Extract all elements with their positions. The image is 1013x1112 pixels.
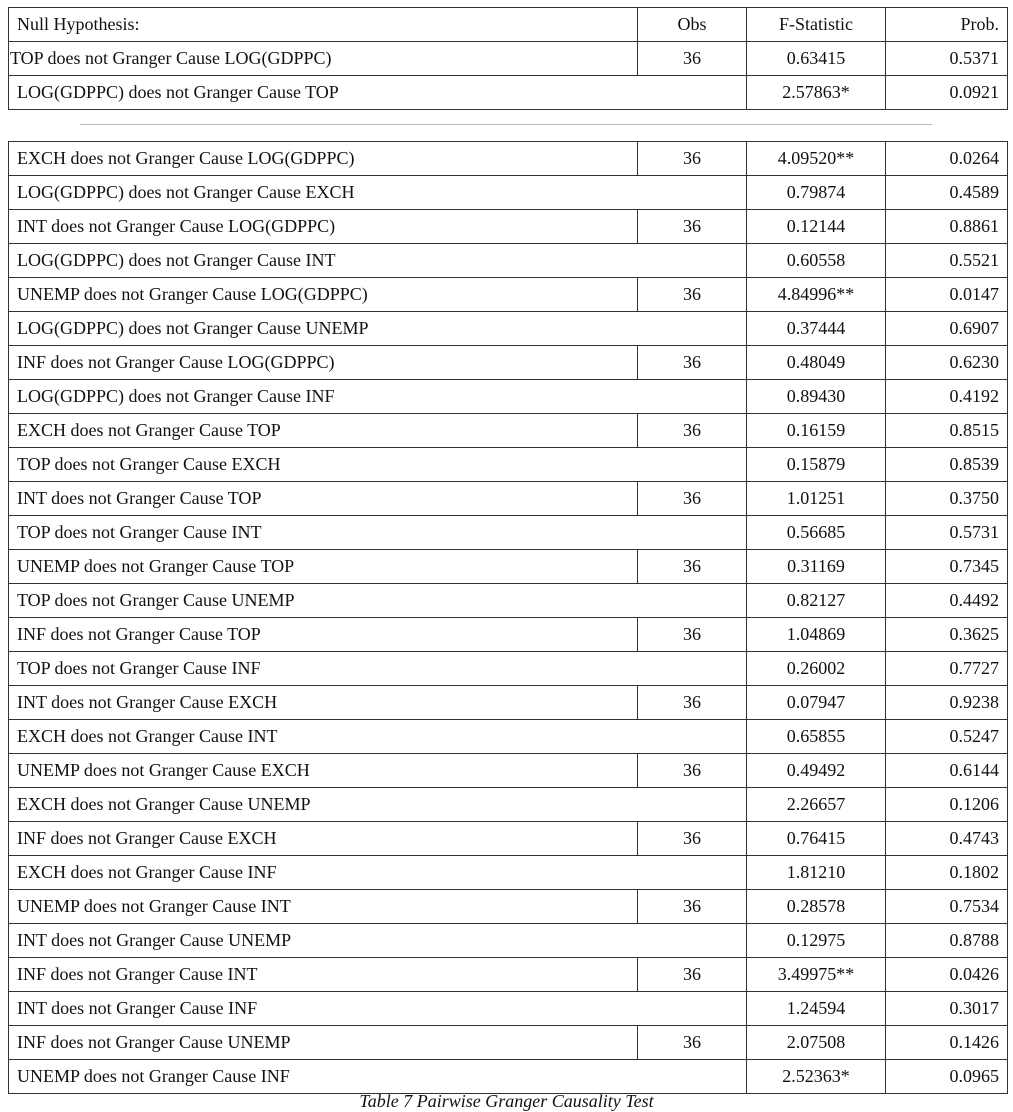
table-row xyxy=(9,720,1008,754)
table-row xyxy=(9,312,1008,346)
prob-cell: 0.6230 xyxy=(886,346,1008,380)
obs-cell xyxy=(638,584,747,618)
f-statistic-cell: 0.15879 xyxy=(747,448,886,482)
table-row xyxy=(9,550,1008,584)
hypothesis-cell: INF does not Granger Cause INT xyxy=(9,958,638,992)
obs-cell: 36 xyxy=(638,278,747,312)
obs-cell: 36 xyxy=(638,754,747,788)
f-statistic-cell: 1.24594 xyxy=(747,992,886,1026)
prob-cell: 0.4192 xyxy=(886,380,1008,414)
table-row xyxy=(9,482,1008,516)
table-row xyxy=(9,516,1008,550)
f-statistic-cell: 1.81210 xyxy=(747,856,886,890)
obs-cell: 36 xyxy=(638,822,747,856)
f-statistic-cell: 4.84996** xyxy=(747,278,886,312)
hypothesis-cell: EXCH does not Granger Cause TOP xyxy=(9,414,638,448)
hypothesis-cell: INT does not Granger Cause LOG(GDPPC) xyxy=(9,210,638,244)
f-statistic-cell: 1.04869 xyxy=(747,618,886,652)
table-row xyxy=(9,1026,1008,1060)
section-divider xyxy=(80,124,932,125)
obs-cell: 36 xyxy=(638,686,747,720)
hypothesis-cell: LOG(GDPPC) does not Granger Cause EXCH xyxy=(9,176,638,210)
hypothesis-cell: EXCH does not Granger Cause INT xyxy=(9,720,638,754)
prob-cell: 0.0264 xyxy=(886,142,1008,176)
hypothesis-cell: INF does not Granger Cause UNEMP xyxy=(9,1026,638,1060)
granger-table-top xyxy=(8,7,1008,110)
granger-table-body xyxy=(9,142,1008,1094)
prob-cell: 0.5371 xyxy=(886,42,1008,76)
f-statistic-cell: 0.89430 xyxy=(747,380,886,414)
prob-cell: 0.5521 xyxy=(886,244,1008,278)
table-header-row xyxy=(9,8,1008,42)
header-prob: Prob. xyxy=(886,8,1008,42)
obs-cell: 36 xyxy=(638,890,747,924)
hypothesis-cell: UNEMP does not Granger Cause INT xyxy=(9,890,638,924)
table-row xyxy=(9,924,1008,958)
f-statistic-cell: 3.49975** xyxy=(747,958,886,992)
hypothesis-cell: INF does not Granger Cause LOG(GDPPC) xyxy=(9,346,638,380)
obs-cell: 36 xyxy=(638,210,747,244)
f-statistic-cell: 0.28578 xyxy=(747,890,886,924)
hypothesis-cell: INT does not Granger Cause EXCH xyxy=(9,686,638,720)
f-statistic-cell: 4.09520** xyxy=(747,142,886,176)
prob-cell: 0.3017 xyxy=(886,992,1008,1026)
hypothesis-cell: UNEMP does not Granger Cause TOP xyxy=(9,550,638,584)
obs-cell xyxy=(638,788,747,822)
prob-cell: 0.8515 xyxy=(886,414,1008,448)
hypothesis-cell: EXCH does not Granger Cause UNEMP xyxy=(9,788,638,822)
f-statistic-cell: 0.31169 xyxy=(747,550,886,584)
prob-cell: 0.6907 xyxy=(886,312,1008,346)
f-statistic-cell: 0.60558 xyxy=(747,244,886,278)
table-row xyxy=(9,346,1008,380)
f-statistic-cell: 2.52363* xyxy=(747,1060,886,1094)
hypothesis-cell: TOP does not Granger Cause INT xyxy=(9,516,638,550)
f-statistic-cell: 0.76415 xyxy=(747,822,886,856)
table-row xyxy=(9,142,1008,176)
table-row xyxy=(9,890,1008,924)
f-statistic-cell: 0.26002 xyxy=(747,652,886,686)
table-row xyxy=(9,244,1008,278)
f-statistic-cell: 1.01251 xyxy=(747,482,886,516)
prob-cell: 0.9238 xyxy=(886,686,1008,720)
obs-cell xyxy=(638,176,747,210)
f-statistic-cell: 0.07947 xyxy=(747,686,886,720)
table-row xyxy=(9,176,1008,210)
hypothesis-cell: TOP does not Granger Cause INF xyxy=(9,652,638,686)
prob-cell: 0.7345 xyxy=(886,550,1008,584)
obs-cell xyxy=(638,76,747,110)
prob-cell: 0.3625 xyxy=(886,618,1008,652)
table-row xyxy=(9,380,1008,414)
prob-cell: 0.5247 xyxy=(886,720,1008,754)
hypothesis-cell: LOG(GDPPC) does not Granger Cause UNEMP xyxy=(9,312,638,346)
obs-cell xyxy=(638,720,747,754)
prob-cell: 0.1206 xyxy=(886,788,1008,822)
obs-cell: 36 xyxy=(638,958,747,992)
hypothesis-cell: INT does not Granger Cause UNEMP xyxy=(9,924,638,958)
table-row xyxy=(9,618,1008,652)
hypothesis-cell: INF does not Granger Cause TOP xyxy=(9,618,638,652)
table-row xyxy=(9,652,1008,686)
prob-cell: 0.0921 xyxy=(886,76,1008,110)
hypothesis-cell: TOP does not Granger Cause UNEMP xyxy=(9,584,638,618)
obs-cell: 36 xyxy=(638,414,747,448)
f-statistic-cell: 0.65855 xyxy=(747,720,886,754)
f-statistic-cell: 0.16159 xyxy=(747,414,886,448)
table-row xyxy=(9,210,1008,244)
hypothesis-cell: TOP does not Granger Cause EXCH xyxy=(9,448,638,482)
hypothesis-cell: LOG(GDPPC) does not Granger Cause INT xyxy=(9,244,638,278)
f-statistic-cell: 2.57863* xyxy=(747,76,886,110)
table-row xyxy=(9,754,1008,788)
obs-cell xyxy=(638,312,747,346)
obs-cell: 36 xyxy=(638,550,747,584)
table-row xyxy=(9,822,1008,856)
table-row xyxy=(9,958,1008,992)
obs-cell: 36 xyxy=(638,142,747,176)
f-statistic-cell: 0.12975 xyxy=(747,924,886,958)
f-statistic-cell: 2.07508 xyxy=(747,1026,886,1060)
obs-cell: 36 xyxy=(638,42,747,76)
table-row xyxy=(9,584,1008,618)
hypothesis-cell: INT does not Granger Cause TOP xyxy=(9,482,638,516)
f-statistic-cell: 0.12144 xyxy=(747,210,886,244)
prob-cell: 0.5731 xyxy=(886,516,1008,550)
prob-cell: 0.4743 xyxy=(886,822,1008,856)
granger-table-main xyxy=(8,141,1008,1094)
hypothesis-cell: TOP does not Granger Cause LOG(GDPPC) xyxy=(9,42,638,76)
prob-cell: 0.8861 xyxy=(886,210,1008,244)
header-obs: Obs xyxy=(638,8,747,42)
table-row xyxy=(9,76,1008,110)
hypothesis-cell: INF does not Granger Cause EXCH xyxy=(9,822,638,856)
obs-cell xyxy=(638,380,747,414)
table-row xyxy=(9,42,1008,76)
prob-cell: 0.7534 xyxy=(886,890,1008,924)
hypothesis-cell: UNEMP does not Granger Cause INF xyxy=(9,1060,638,1094)
obs-cell xyxy=(638,924,747,958)
f-statistic-cell: 0.49492 xyxy=(747,754,886,788)
obs-cell xyxy=(638,516,747,550)
f-statistic-cell: 0.37444 xyxy=(747,312,886,346)
table-row xyxy=(9,448,1008,482)
f-statistic-cell: 0.56685 xyxy=(747,516,886,550)
obs-cell xyxy=(638,244,747,278)
prob-cell: 0.6144 xyxy=(886,754,1008,788)
table-row xyxy=(9,686,1008,720)
table-caption: Table 7 Pairwise Granger Causality Test xyxy=(359,1091,654,1111)
prob-cell: 0.7727 xyxy=(886,652,1008,686)
table-row xyxy=(9,856,1008,890)
f-statistic-cell: 0.79874 xyxy=(747,176,886,210)
prob-cell: 0.8539 xyxy=(886,448,1008,482)
prob-cell: 0.3750 xyxy=(886,482,1008,516)
hypothesis-cell: EXCH does not Granger Cause LOG(GDPPC) xyxy=(9,142,638,176)
obs-cell xyxy=(638,448,747,482)
hypothesis-cell: EXCH does not Granger Cause INF xyxy=(9,856,638,890)
obs-cell: 36 xyxy=(638,482,747,516)
hypothesis-cell: UNEMP does not Granger Cause EXCH xyxy=(9,754,638,788)
prob-cell: 0.4589 xyxy=(886,176,1008,210)
f-statistic-cell: 0.48049 xyxy=(747,346,886,380)
table-row xyxy=(9,992,1008,1026)
table-row xyxy=(9,414,1008,448)
f-statistic-cell: 0.82127 xyxy=(747,584,886,618)
table-row xyxy=(9,278,1008,312)
prob-cell: 0.1802 xyxy=(886,856,1008,890)
f-statistic-cell: 0.63415 xyxy=(747,42,886,76)
prob-cell: 0.0965 xyxy=(886,1060,1008,1094)
table-row xyxy=(9,1060,1008,1094)
hypothesis-cell: UNEMP does not Granger Cause LOG(GDPPC) xyxy=(9,278,638,312)
hypothesis-cell: LOG(GDPPC) does not Granger Cause TOP xyxy=(9,76,638,110)
prob-cell: 0.8788 xyxy=(886,924,1008,958)
hypothesis-cell: INT does not Granger Cause INF xyxy=(9,992,638,1026)
obs-cell xyxy=(638,652,747,686)
obs-cell: 36 xyxy=(638,1026,747,1060)
obs-cell xyxy=(638,1060,747,1094)
prob-cell: 0.4492 xyxy=(886,584,1008,618)
obs-cell xyxy=(638,992,747,1026)
prob-cell: 0.0426 xyxy=(886,958,1008,992)
obs-cell: 36 xyxy=(638,618,747,652)
table-row xyxy=(9,788,1008,822)
header-f-statistic: F-Statistic xyxy=(747,8,886,42)
prob-cell: 0.1426 xyxy=(886,1026,1008,1060)
prob-cell: 0.0147 xyxy=(886,278,1008,312)
obs-cell: 36 xyxy=(638,346,747,380)
hypothesis-cell: LOG(GDPPC) does not Granger Cause INF xyxy=(9,380,638,414)
header-null-hypothesis: Null Hypothesis: xyxy=(9,8,638,42)
f-statistic-cell: 2.26657 xyxy=(747,788,886,822)
obs-cell xyxy=(638,856,747,890)
